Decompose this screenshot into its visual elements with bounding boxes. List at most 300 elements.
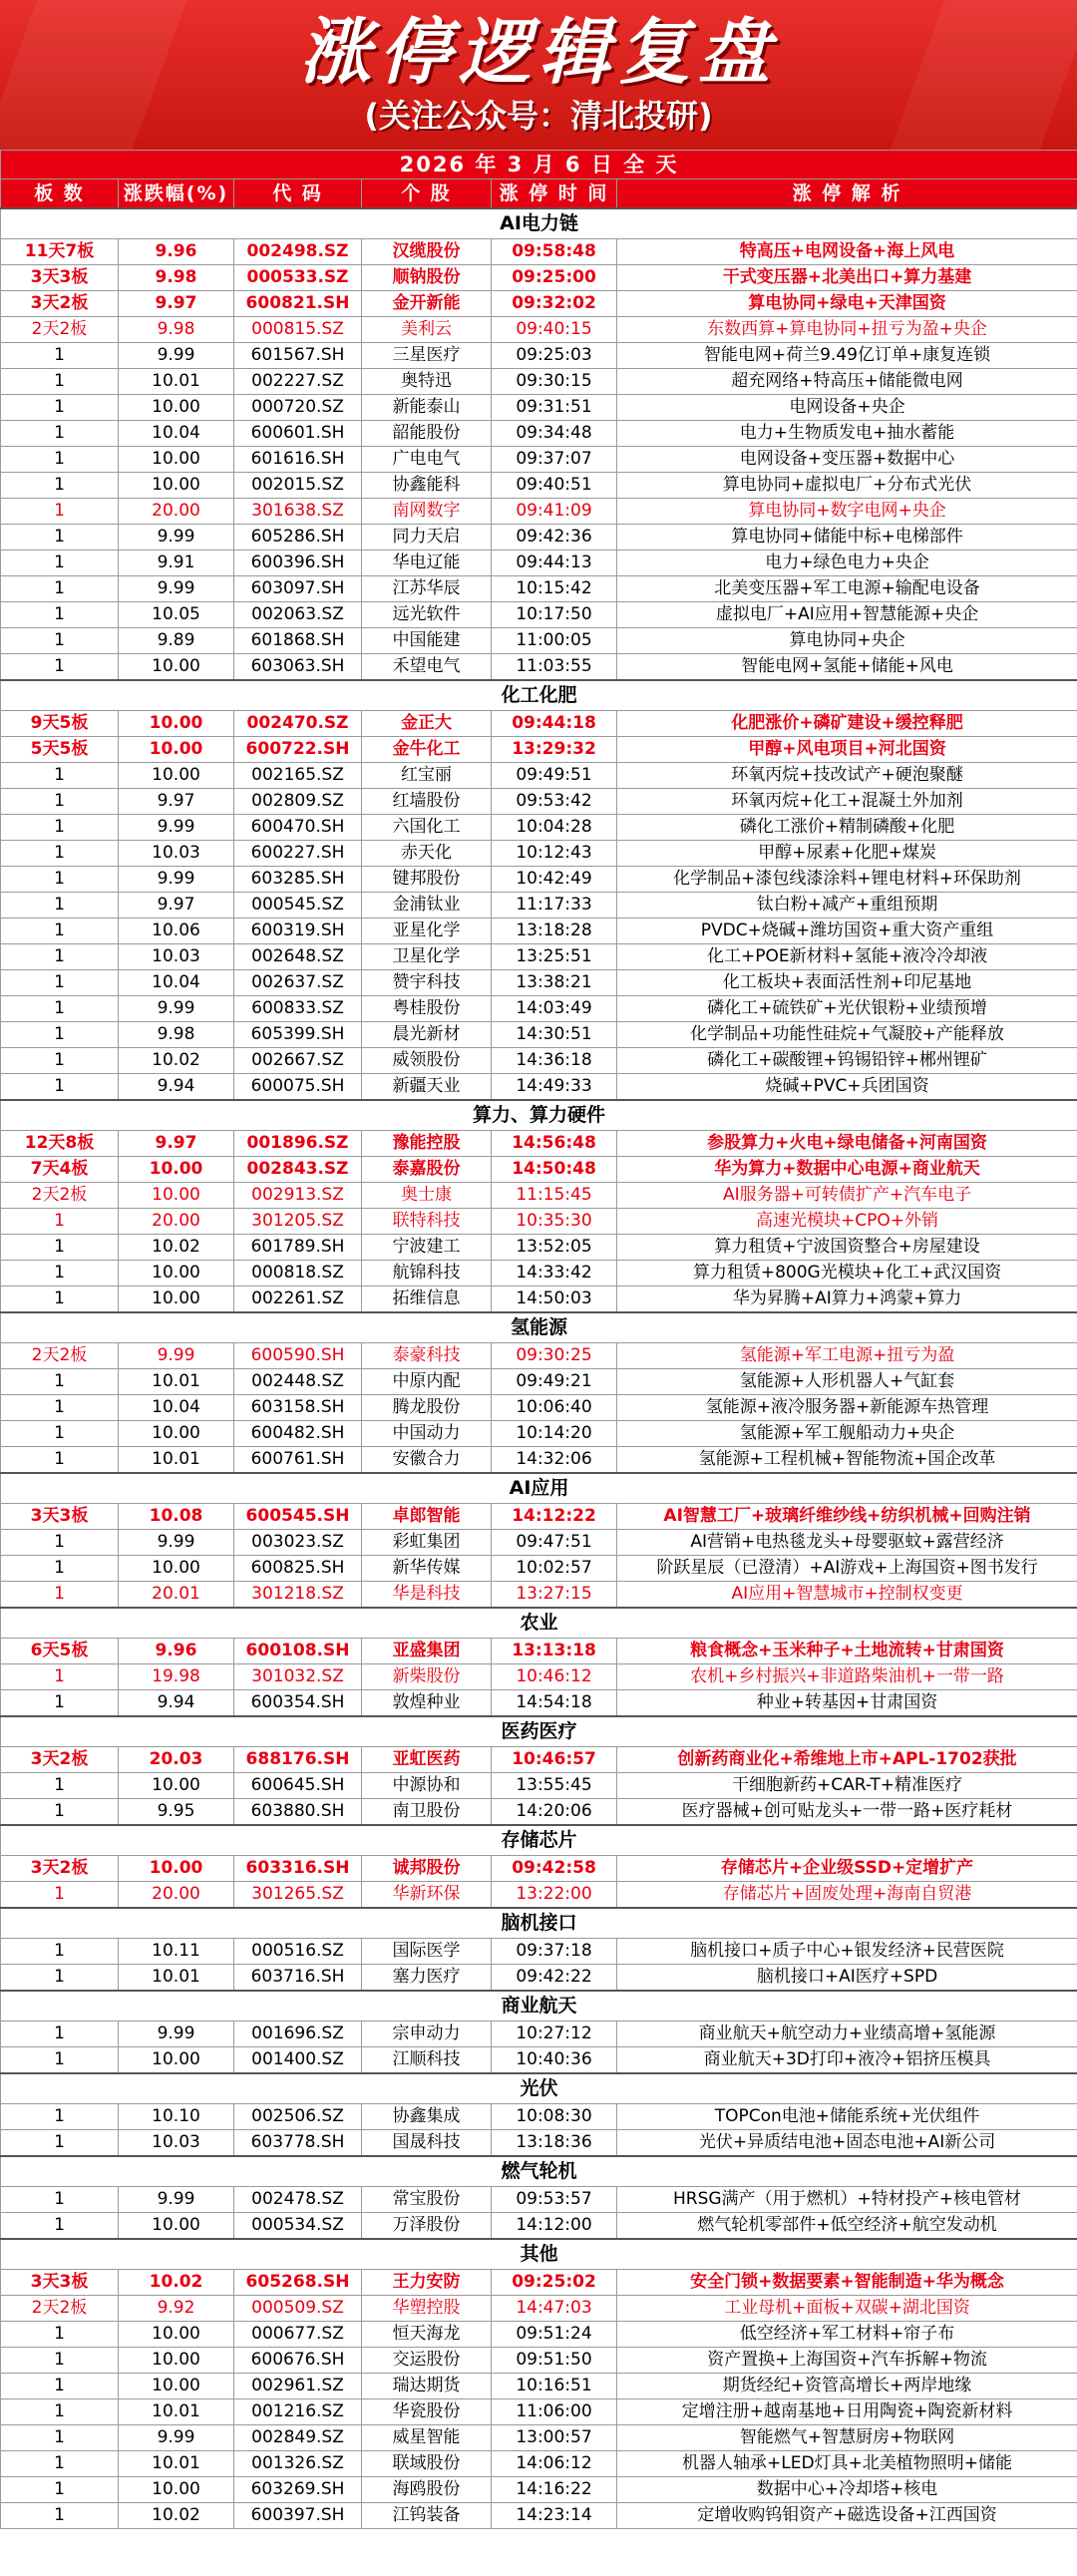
change-pct: 10.02	[119, 2270, 234, 2296]
stock-name: 赞宇科技	[362, 970, 492, 996]
table-row	[1, 239, 1077, 265]
table-row	[1, 1856, 1077, 1882]
limit-time: 09:25:02	[492, 2270, 617, 2296]
limit-time: 14:33:42	[492, 1261, 617, 1287]
stock-code: 001896.SZ	[234, 1131, 362, 1157]
stock-name: 瑞达期货	[362, 2374, 492, 2399]
change-pct: 9.99	[119, 2022, 234, 2047]
analysis: 磷化工涨价+精制磷酸+化肥	[617, 815, 1077, 841]
change-pct: 10.03	[119, 841, 234, 867]
board-count: 1	[1, 1421, 119, 1447]
analysis: 化工+POE新材料+氢能+液冷冷却液	[617, 944, 1077, 970]
board-count: 1	[1, 2503, 119, 2529]
sector-name: 商业航天	[1, 1991, 1077, 2022]
stock-code: 603778.SH	[234, 2130, 362, 2157]
table-row	[1, 944, 1077, 970]
analysis: 智能电网+荷兰9.49亿订单+康复连锁	[617, 343, 1077, 369]
stock-code: 001216.SZ	[234, 2399, 362, 2425]
stock-code: 600354.SH	[234, 1690, 362, 1717]
limit-time: 13:55:45	[492, 1773, 617, 1799]
analysis: 农机+乡村振兴+非道路柴油机+一带一路	[617, 1664, 1077, 1690]
header-time: 涨 停 时 间	[492, 180, 617, 209]
stock-name: 亚虹医药	[362, 1747, 492, 1773]
stock-name: 汉缆股份	[362, 239, 492, 265]
stock-name: 江顺科技	[362, 2047, 492, 2074]
limit-time: 10:12:43	[492, 841, 617, 867]
limit-time: 09:40:51	[492, 473, 617, 499]
board-count: 1	[1, 1261, 119, 1287]
sector-name: 农业	[1, 1608, 1077, 1639]
limit-time: 09:42:36	[492, 525, 617, 551]
analysis: 电网设备+央企	[617, 395, 1077, 421]
stock-name: 金浦钛业	[362, 893, 492, 919]
board-count: 1	[1, 525, 119, 551]
board-count: 1	[1, 1939, 119, 1965]
analysis: 算力租赁+宁波国资整合+房屋建设	[617, 1235, 1077, 1261]
analysis: 化工板块+表面活性剂+印尼基地	[617, 970, 1077, 996]
stock-code: 600825.SH	[234, 1556, 362, 1582]
stock-code: 002498.SZ	[234, 239, 362, 265]
analysis: 钛白粉+减产+重组预期	[617, 893, 1077, 919]
stock-name: 韶能股份	[362, 421, 492, 447]
stock-code: 002961.SZ	[234, 2374, 362, 2399]
board-count: 3天3板	[1, 1504, 119, 1530]
board-count: 2天2板	[1, 2296, 119, 2322]
change-pct: 9.98	[119, 265, 234, 291]
stock-name: 中国动力	[362, 1421, 492, 1447]
change-pct: 9.91	[119, 551, 234, 576]
limit-time: 14:49:33	[492, 1074, 617, 1101]
limit-time: 09:58:48	[492, 239, 617, 265]
board-count: 1	[1, 1048, 119, 1074]
table-row	[1, 815, 1077, 841]
change-pct: 10.00	[119, 1287, 234, 1313]
analysis: AI智慧工厂+玻璃纤维纱线+纺织机械+回购注销	[617, 1504, 1077, 1530]
limit-time: 09:37:07	[492, 447, 617, 473]
table-row	[1, 2104, 1077, 2130]
report-date: 2026 年 3 月 6 日 全 天	[1, 151, 1077, 180]
stock-code: 600482.SH	[234, 1421, 362, 1447]
table-row	[1, 2213, 1077, 2240]
analysis: 种业+转基因+甘肃国资	[617, 1690, 1077, 1717]
limit-time: 11:03:55	[492, 654, 617, 681]
header-change: 涨跌幅(%)	[119, 180, 234, 209]
change-pct: 10.00	[119, 2374, 234, 2399]
stock-name: 南网数字	[362, 499, 492, 525]
header-stock: 个 股	[362, 180, 492, 209]
board-count: 1	[1, 1530, 119, 1556]
sector-header	[1, 208, 1077, 239]
change-pct: 9.94	[119, 1690, 234, 1717]
stock-name: 新华传媒	[362, 1556, 492, 1582]
sector-header	[1, 1908, 1077, 1939]
board-count: 1	[1, 1395, 119, 1421]
change-pct: 10.00	[119, 2047, 234, 2074]
board-count: 1	[1, 2022, 119, 2047]
stock-name: 华塑控股	[362, 2296, 492, 2322]
table-row	[1, 1530, 1077, 1556]
analysis: 甲醇+尿素+化肥+煤炭	[617, 841, 1077, 867]
header-boards: 板 数	[1, 180, 119, 209]
analysis: 期货经纪+资管高增长+两岸地缘	[617, 2374, 1077, 2399]
stock-code: 600833.SZ	[234, 996, 362, 1022]
stock-code: 603716.SH	[234, 1965, 362, 1992]
limit-time: 14:47:03	[492, 2296, 617, 2322]
table-row	[1, 2130, 1077, 2157]
change-pct: 10.01	[119, 2451, 234, 2477]
sector-name: 光伏	[1, 2073, 1077, 2104]
change-pct: 10.08	[119, 1504, 234, 1530]
board-count: 3天3板	[1, 2270, 119, 2296]
stock-name: 拓维信息	[362, 1287, 492, 1313]
stock-code: 000516.SZ	[234, 1939, 362, 1965]
stock-name: 三星医疗	[362, 343, 492, 369]
change-pct: 20.00	[119, 1209, 234, 1235]
change-pct: 9.95	[119, 1799, 234, 1826]
limit-time: 09:51:24	[492, 2322, 617, 2348]
limit-time: 14:56:48	[492, 1131, 617, 1157]
limit-time: 13:18:36	[492, 2130, 617, 2157]
stock-name: 豫能控股	[362, 1131, 492, 1157]
stock-code: 603158.SH	[234, 1395, 362, 1421]
stock-code: 605399.SH	[234, 1022, 362, 1048]
stock-name: 国际医学	[362, 1939, 492, 1965]
limit-time: 09:41:09	[492, 499, 617, 525]
limit-time: 10:14:20	[492, 1421, 617, 1447]
limit-time: 10:46:12	[492, 1664, 617, 1690]
stock-code: 000534.SZ	[234, 2213, 362, 2240]
limit-time: 14:12:22	[492, 1504, 617, 1530]
limit-time: 10:04:28	[492, 815, 617, 841]
stock-name: 交运股份	[362, 2348, 492, 2374]
stock-code: 002809.SZ	[234, 789, 362, 815]
stock-name: 诚邦股份	[362, 1856, 492, 1882]
board-count: 1	[1, 2477, 119, 2503]
table-row	[1, 2348, 1077, 2374]
stock-name: 威领股份	[362, 1048, 492, 1074]
board-count: 1	[1, 473, 119, 499]
sector-header	[1, 2239, 1077, 2270]
limit-time: 09:53:57	[492, 2187, 617, 2213]
limit-time: 10:02:57	[492, 1556, 617, 1582]
analysis: 华为昇腾+AI算力+鸿蒙+算力	[617, 1287, 1077, 1313]
stock-code: 603269.SH	[234, 2477, 362, 2503]
stock-code: 001400.SZ	[234, 2047, 362, 2074]
date-row	[1, 151, 1077, 180]
sector-name: 化工化肥	[1, 680, 1077, 711]
stock-name: 粤桂股份	[362, 996, 492, 1022]
table-row	[1, 1421, 1077, 1447]
stock-code: 601567.SH	[234, 343, 362, 369]
limit-time: 09:51:50	[492, 2348, 617, 2374]
stock-code: 002506.SZ	[234, 2104, 362, 2130]
table-row	[1, 576, 1077, 602]
table-row	[1, 1287, 1077, 1313]
change-pct: 9.94	[119, 1074, 234, 1101]
stock-name: 奥特迅	[362, 369, 492, 395]
change-pct: 10.00	[119, 711, 234, 737]
stock-code: 002448.SZ	[234, 1369, 362, 1395]
analysis: 电网设备+变压器+数据中心	[617, 447, 1077, 473]
stock-code: 603316.SH	[234, 1856, 362, 1882]
change-pct: 10.10	[119, 2104, 234, 2130]
analysis: 干式变压器+北美出口+算力基建	[617, 265, 1077, 291]
change-pct: 9.97	[119, 893, 234, 919]
board-count: 3天3板	[1, 265, 119, 291]
table-row	[1, 421, 1077, 447]
header-row	[1, 180, 1077, 209]
board-count: 1	[1, 499, 119, 525]
table-row	[1, 737, 1077, 763]
stock-code: 600601.SH	[234, 421, 362, 447]
stock-code: 605286.SH	[234, 525, 362, 551]
analysis: 甲醇+风电项目+河北国资	[617, 737, 1077, 763]
stock-code: 301638.SZ	[234, 499, 362, 525]
stock-name: 亚星化学	[362, 919, 492, 944]
change-pct: 9.92	[119, 2296, 234, 2322]
change-pct: 10.01	[119, 1447, 234, 1474]
limit-time: 11:00:05	[492, 628, 617, 654]
table-row	[1, 1131, 1077, 1157]
limit-time: 09:40:15	[492, 317, 617, 343]
stock-name: 金正大	[362, 711, 492, 737]
board-count: 3天2板	[1, 1747, 119, 1773]
stock-name: 威星智能	[362, 2425, 492, 2451]
stock-code: 688176.SH	[234, 1747, 362, 1773]
stock-name: 航锦科技	[362, 1261, 492, 1287]
board-count: 1	[1, 2322, 119, 2348]
board-count: 1	[1, 1235, 119, 1261]
analysis: 超充网络+特高压+储能微电网	[617, 369, 1077, 395]
stock-name: 协鑫集成	[362, 2104, 492, 2130]
stock-name: 江苏华辰	[362, 576, 492, 602]
stock-name: 华电辽能	[362, 551, 492, 576]
analysis: 电力+生物质发电+抽水蓄能	[617, 421, 1077, 447]
analysis: 电力+绿色电力+央企	[617, 551, 1077, 576]
stock-code: 601616.SH	[234, 447, 362, 473]
table-row	[1, 1747, 1077, 1773]
limit-time: 09:30:25	[492, 1343, 617, 1369]
analysis: 氢能源+人形机器人+气缸套	[617, 1369, 1077, 1395]
analysis: 东数西算+算电协同+扭亏为盈+央企	[617, 317, 1077, 343]
board-count: 1	[1, 996, 119, 1022]
board-count: 1	[1, 1369, 119, 1395]
change-pct: 10.05	[119, 602, 234, 628]
table-row	[1, 2399, 1077, 2425]
stock-name: 安徽合力	[362, 1447, 492, 1474]
table-row	[1, 1556, 1077, 1582]
change-pct: 9.97	[119, 1131, 234, 1157]
board-count: 1	[1, 395, 119, 421]
change-pct: 20.01	[119, 1582, 234, 1609]
stock-code: 002637.SZ	[234, 970, 362, 996]
board-count: 1	[1, 1447, 119, 1474]
stock-name: 南卫股份	[362, 1799, 492, 1826]
analysis: 算电协同+央企	[617, 628, 1077, 654]
stock-code: 600676.SH	[234, 2348, 362, 2374]
stock-name: 宗申动力	[362, 2022, 492, 2047]
stock-name: 新能泰山	[362, 395, 492, 421]
change-pct: 9.99	[119, 576, 234, 602]
stock-code: 600319.SH	[234, 919, 362, 944]
change-pct: 9.96	[119, 1639, 234, 1664]
stock-code: 301205.SZ	[234, 1209, 362, 1235]
board-count: 1	[1, 628, 119, 654]
table-row	[1, 1209, 1077, 1235]
stock-name: 华瓷股份	[362, 2399, 492, 2425]
change-pct: 10.02	[119, 1048, 234, 1074]
stock-name: 禾望电气	[362, 654, 492, 681]
analysis: 算力租赁+800G光模块+化工+武汉国资	[617, 1261, 1077, 1287]
stock-name: 王力安防	[362, 2270, 492, 2296]
limit-time: 14:23:14	[492, 2503, 617, 2529]
sector-name: 脑机接口	[1, 1908, 1077, 1939]
analysis: 环氧丙烷+化工+混凝土外加剂	[617, 789, 1077, 815]
limit-time: 14:16:22	[492, 2477, 617, 2503]
analysis: 算电协同+绿电+天津国资	[617, 291, 1077, 317]
title-banner	[0, 0, 1077, 150]
stock-name: 协鑫能科	[362, 473, 492, 499]
board-count: 1	[1, 1582, 119, 1609]
stock-code: 603880.SH	[234, 1799, 362, 1826]
analysis: 创新药商业化+希维地上市+APL-1702获批	[617, 1747, 1077, 1773]
board-count: 6天5板	[1, 1639, 119, 1664]
page-title: 涨停逻辑复盘	[298, 10, 778, 94]
change-pct: 19.98	[119, 1664, 234, 1690]
stock-code: 000509.SZ	[234, 2296, 362, 2322]
stock-code: 002261.SZ	[234, 1287, 362, 1313]
change-pct: 20.03	[119, 1747, 234, 1773]
stock-code: 600821.SH	[234, 291, 362, 317]
change-pct: 9.96	[119, 239, 234, 265]
analysis: 算电协同+储能中标+电梯部件	[617, 525, 1077, 551]
stock-name: 敦煌种业	[362, 1690, 492, 1717]
analysis: AI服务器+可转债扩产+汽车电子	[617, 1183, 1077, 1209]
change-pct: 9.89	[119, 628, 234, 654]
limit-time: 09:25:03	[492, 343, 617, 369]
stock-name: 联域股份	[362, 2451, 492, 2477]
analysis: 华为算力+数据中心电源+商业航天	[617, 1157, 1077, 1183]
stock-code: 601868.SH	[234, 628, 362, 654]
board-count: 1	[1, 789, 119, 815]
board-count: 2天2板	[1, 317, 119, 343]
limit-time: 10:35:30	[492, 1209, 617, 1235]
board-count: 1	[1, 2187, 119, 2213]
analysis: 北美变压器+军工电源+输配电设备	[617, 576, 1077, 602]
limit-time: 10:40:36	[492, 2047, 617, 2074]
board-count: 1	[1, 2213, 119, 2240]
stock-code: 301265.SZ	[234, 1882, 362, 1909]
analysis: 高速光模块+CPO+外销	[617, 1209, 1077, 1235]
table-row	[1, 763, 1077, 789]
table-row	[1, 711, 1077, 737]
table-row	[1, 1369, 1077, 1395]
sector-name: AI电力链	[1, 208, 1077, 239]
stock-name: 金牛化工	[362, 737, 492, 763]
board-count: 1	[1, 944, 119, 970]
sector-header	[1, 2156, 1077, 2187]
analysis: 脑机接口+质子中心+银发经济+民营医院	[617, 1939, 1077, 1965]
stock-code: 603285.SH	[234, 867, 362, 893]
limit-time: 09:31:51	[492, 395, 617, 421]
stock-name: 海鸥股份	[362, 2477, 492, 2503]
stock-name: 红墙股份	[362, 789, 492, 815]
stock-code: 600545.SH	[234, 1504, 362, 1530]
limit-time: 14:50:03	[492, 1287, 617, 1313]
board-count: 3天2板	[1, 1856, 119, 1882]
sector-name: 医药医疗	[1, 1716, 1077, 1747]
stock-code: 002667.SZ	[234, 1048, 362, 1074]
change-pct: 9.99	[119, 867, 234, 893]
change-pct: 9.99	[119, 815, 234, 841]
board-count: 5天5板	[1, 737, 119, 763]
limit-time: 14:36:18	[492, 1048, 617, 1074]
stock-name: 同力天启	[362, 525, 492, 551]
board-count: 1	[1, 1664, 119, 1690]
table-row	[1, 1690, 1077, 1717]
limit-time: 10:15:42	[492, 576, 617, 602]
change-pct: 10.01	[119, 369, 234, 395]
analysis: 安全门锁+数据要素+智能制造+华为概念	[617, 2270, 1077, 2296]
board-count: 1	[1, 2399, 119, 2425]
board-count: 1	[1, 2348, 119, 2374]
stock-name: 卓郎智能	[362, 1504, 492, 1530]
analysis: TOPCon电池+储能系统+光伏组件	[617, 2104, 1077, 2130]
analysis: 脑机接口+AI医疗+SPD	[617, 1965, 1077, 1992]
board-count: 2天2板	[1, 1343, 119, 1369]
limit-time: 14:12:00	[492, 2213, 617, 2240]
limit-time: 13:00:57	[492, 2425, 617, 2451]
analysis: 参股算力+火电+绿电储备+河南国资	[617, 1131, 1077, 1157]
stock-name: 常宝股份	[362, 2187, 492, 2213]
limit-time: 09:53:42	[492, 789, 617, 815]
stock-name: 键邦股份	[362, 867, 492, 893]
stock-code: 000677.SZ	[234, 2322, 362, 2348]
board-count: 1	[1, 447, 119, 473]
sector-header	[1, 1608, 1077, 1639]
limit-time: 09:42:58	[492, 1856, 617, 1882]
change-pct: 10.00	[119, 763, 234, 789]
limit-time: 11:06:00	[492, 2399, 617, 2425]
board-count: 1	[1, 421, 119, 447]
limit-time: 11:17:33	[492, 893, 617, 919]
analysis: 定增注册+越南基地+日用陶瓷+陶瓷新材料	[617, 2399, 1077, 2425]
change-pct: 9.99	[119, 525, 234, 551]
limit-time: 09:34:48	[492, 421, 617, 447]
stock-code: 600590.SH	[234, 1343, 362, 1369]
stock-name: 美利云	[362, 317, 492, 343]
analysis: 商业航天+3D打印+液冷+铝挤压模具	[617, 2047, 1077, 2074]
change-pct: 10.01	[119, 1965, 234, 1992]
board-count: 1	[1, 1022, 119, 1048]
board-count: 1	[1, 1074, 119, 1101]
stock-code: 600108.SH	[234, 1639, 362, 1664]
board-count: 1	[1, 1882, 119, 1909]
limit-time: 11:15:45	[492, 1183, 617, 1209]
limit-time: 14:30:51	[492, 1022, 617, 1048]
board-count: 1	[1, 2104, 119, 2130]
sector-name: 算力、算力硬件	[1, 1100, 1077, 1131]
analysis: 智能电网+氢能+储能+风电	[617, 654, 1077, 681]
stock-code: 002849.SZ	[234, 2425, 362, 2451]
board-count: 1	[1, 1209, 119, 1235]
sector-name: 氢能源	[1, 1312, 1077, 1343]
limit-time: 09:37:18	[492, 1939, 617, 1965]
stock-name: 彩虹集团	[362, 1530, 492, 1556]
analysis: 氢能源+军工电源+扭亏为盈	[617, 1343, 1077, 1369]
analysis: 定增收购钨钼资产+磁选设备+江西国资	[617, 2503, 1077, 2529]
stock-code: 301032.SZ	[234, 1664, 362, 1690]
